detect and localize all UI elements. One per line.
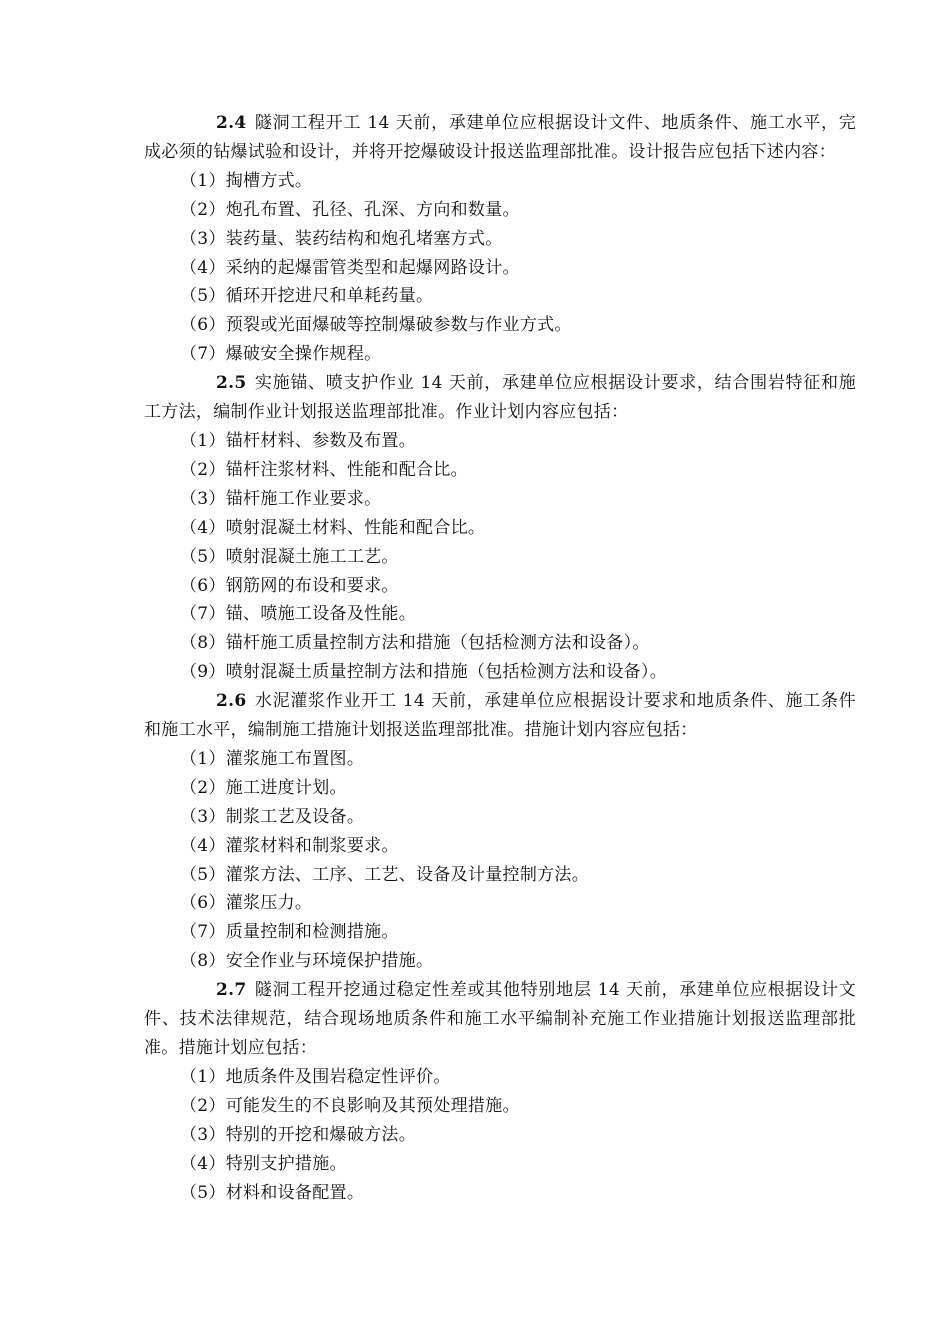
list-item: （1）锚杆材料、参数及布置。 <box>180 430 417 451</box>
list-item: （8）安全作业与环境保护措施。 <box>180 951 434 972</box>
list-item: （7）爆破安全操作规程。 <box>180 344 382 365</box>
section-text: 隧洞工程开工 14 天前，承建单位应根据设计文件、地质条件、施工水平，完成必须的钻爆试验和设计，并将开挖爆破设计报送监理部批准。设计报告应包括下述内容： <box>144 113 856 162</box>
section-text: 水泥灌浆作业开工 14 天前，承建单位应根据设计要求和地质条件、施工条件和施工水平，编制施工措施计划报送监理部批准。措施计划内容应包括： <box>144 691 856 741</box>
list-item: （2）炮孔布置、孔径、孔深、方向和数量。 <box>180 199 520 220</box>
section-number: 2.6 <box>216 691 247 712</box>
list-item: （8）锚杆施工质量控制方法和措施（包括检测方法和设备）。 <box>180 633 650 654</box>
list-item: （4）灌浆材料和制浆要求。 <box>180 835 399 856</box>
document-body <box>144 109 856 1207</box>
list-item: （4）喷射混凝土材料、性能和配合比。 <box>180 517 486 538</box>
list-item: （3）锚杆施工作业要求。 <box>180 488 382 509</box>
list-item: （5）喷射混凝土施工工艺。 <box>180 546 399 567</box>
list-item: （5）灌浆方法、工序、工艺、设备及计量控制方法。 <box>180 864 590 885</box>
list-item: （7）锚、喷施工设备及性能。 <box>180 604 417 625</box>
list-item: （1）掏槽方式。 <box>180 170 313 191</box>
list-item: （1）灌浆施工布置图。 <box>180 748 365 769</box>
section-number: 2.7 <box>216 980 247 1001</box>
list-item: （4）采纳的起爆雷管类型和起爆网路设计。 <box>180 257 520 278</box>
list-item: （9）喷射混凝土质量控制方法和措施（包括检测方法和设备）。 <box>180 662 668 683</box>
section-number: 2.4 <box>216 113 247 133</box>
section-text: 实施锚、喷支护作业 14 天前，承建单位应根据设计要求，结合围岩特征和施工方法，编制作业计划报送监理部批准。作业计划内容应包括： <box>144 373 856 423</box>
list-item: （3）特别的开挖和爆破方法。 <box>180 1124 417 1145</box>
list-item: （2）可能发生的不良影响及其预处理措施。 <box>180 1095 520 1116</box>
list-item: （2）锚杆注浆材料、性能和配合比。 <box>180 459 468 480</box>
list-item: （3）装药量、装药结构和炮孔堵塞方式。 <box>180 228 503 249</box>
list-item: （5）循环开挖进尺和单耗药量。 <box>180 286 434 307</box>
list-item: （7）质量控制和检测措施。 <box>180 922 399 943</box>
section-2-5-paragraph <box>144 369 856 427</box>
section-text: 隧洞工程开挖通过稳定性差或其他特别地层 14 天前，承建单位应根据设计文件、技术法律规范，结合现场地质条件和施工水平编制补充施工作业措施计划报送监理部批准。措施计划应包括： <box>144 980 856 1058</box>
list-item: （1）地质条件及围岩稳定性评价。 <box>180 1066 451 1087</box>
list-item: （5）材料和设备配置。 <box>180 1182 365 1203</box>
list-item: （6）钢筋网的布设和要求。 <box>180 575 399 596</box>
section-2-6-paragraph <box>144 687 856 745</box>
section-2-7-paragraph <box>144 976 856 1063</box>
list-item: （6）预裂或光面爆破等控制爆破参数与作业方式。 <box>180 315 572 336</box>
list-item: （3）制浆工艺及设备。 <box>180 806 365 827</box>
list-item: （4）特别支护措施。 <box>180 1153 347 1174</box>
list-item: （6）灌浆压力。 <box>180 893 313 914</box>
list-item: （2）施工进度计划。 <box>180 777 347 798</box>
section-2-4-paragraph <box>144 109 856 167</box>
section-number: 2.5 <box>216 373 247 394</box>
